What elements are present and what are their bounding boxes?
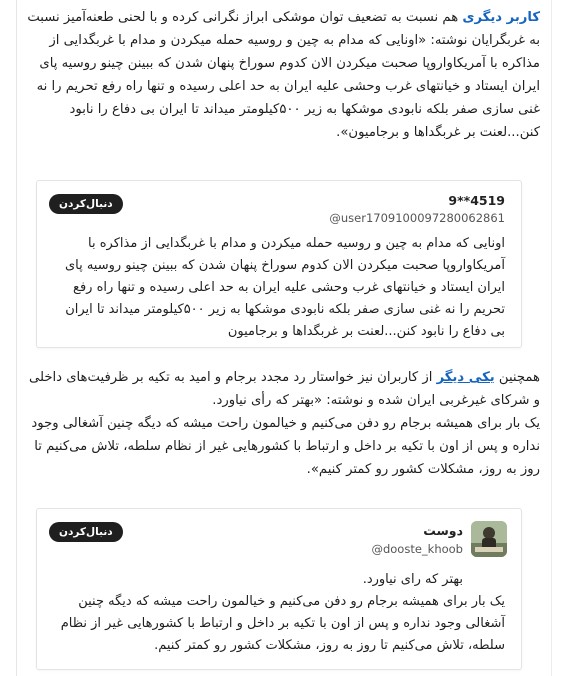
post-text: یک بار برای همیشه برجام رو دفن می‌کنیم و خیالمون راحت میشه که دیگه چنین آشغالی وجود نداره و پس از اون با تکیه بر داخل و ارتباط با کشورهایی غیر از نظام سلطه، تلاش می‌کنیم تا روز به روز، مشکلات کشور رو کمتر کنیم.: [60, 594, 505, 653]
page-left-border: [16, 0, 17, 676]
paragraph-2-quote: یک بار برای همیشه برجام رو دفن می‌کنیم و خیالمون راحت میشه که دیگه چنین آشغالی وجود نداره و پس از اون با تکیه بر داخل و ارتباط با کشورهایی غیر از نظام سلطه، تلاش می‌کنیم تا روز به روز، مشکلات کشور رو کمتر کنیم».: [31, 416, 540, 477]
follow-button[interactable]: دنبال‌کردن: [49, 522, 123, 542]
another-user-link[interactable]: یکی دیگر: [436, 370, 495, 385]
article-paragraph-2: [26, 366, 540, 481]
article-paragraph-1: [26, 6, 540, 144]
user-avatar[interactable]: [471, 521, 507, 557]
post-handle[interactable]: @user1709100097280062861: [329, 211, 505, 225]
embedded-post-2: [36, 508, 522, 670]
page-right-border: [551, 0, 552, 676]
post-text-line-1: بهتر که رای نیاورد.: [362, 572, 463, 587]
post-username[interactable]: دوست: [423, 523, 463, 538]
other-user-link[interactable]: کاربر دیگری: [462, 10, 540, 25]
embedded-post-1: [36, 180, 522, 348]
paragraph-2-prefix: همچنین: [494, 370, 540, 385]
paragraph-2-text: از کاربران نیز خواستار رد مجدد برجام و امید به تکیه بر ظرفیت‌های داخلی و شرکای غیرغربی ایران شده و نوشته: «بهتر که رأی نیاورد.: [28, 370, 540, 408]
post-text: اونایی که مدام به چین و روسیه حمله میکردن و مدام با غربگدایی از مذاکره با آمریکاواروپا صحبت میکردن الان کدوم سوراخ پنهان شدن که ببینن چینو روسیه پای ایران ایستاد و خیانتهای غرب وحشی علیه ایران به حد اعلی رسیده و تنها راه رفع تحریم را نه غنی سازی صفر بلکه نابودی موشکها به زیر ۵۰۰کیلومتر میداند تا ایران بی دفاع را نابود کنن...لعنت بر غربگداها و برجامیون: [64, 236, 505, 339]
follow-button[interactable]: دنبال‌کردن: [49, 194, 123, 214]
paragraph-1-text: هم نسبت به تضعیف توان موشکی ابراز نگرانی کرده و با لحنی طعنه‌آمیز نسبت به غربگرایان نوشته: «اونایی که مدام به چین و روسیه حمله میکردن و مدام با غربگدایی از مذاکره با آمریکاواروپا صحبت میکردن الان کدوم سوراخ پنهان شدن که ببینن چینو روسیه پای ایران ایستاد و خیانتهای غرب وحشی علیه ایران به حد اعلی رسیده و تنها راه رفع تحریم را نه غنی سازی صفر بلکه نابودی موشکها به زیر ۵۰۰کیلومتر میداند تا ایران بی دفاع را نابود کنن...لعنت بر غربگداها و برجامیون».: [27, 10, 540, 140]
post-username[interactable]: 4519**9: [448, 193, 505, 208]
post-handle[interactable]: @dooste_khoob: [371, 542, 463, 556]
avatar-image: [471, 521, 507, 557]
